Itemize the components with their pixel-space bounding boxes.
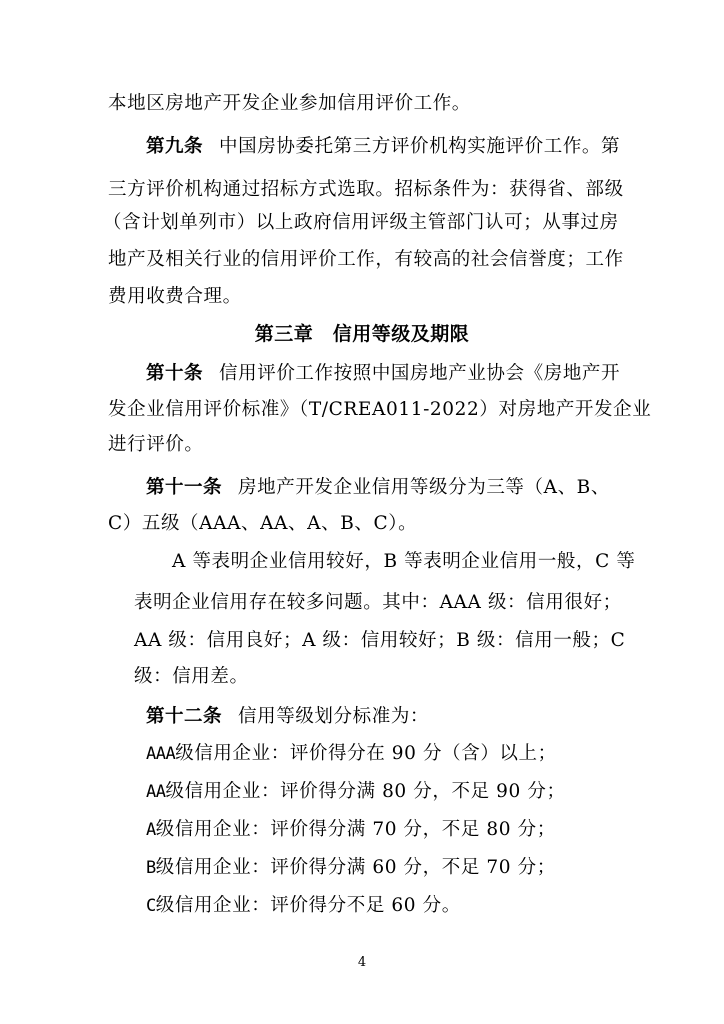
article-12-heading: 第十二条 [146, 706, 223, 727]
article-9-line-2 [108, 178, 624, 202]
rating-text: 级信用企业：评价得分不足 60 分。 [155, 895, 461, 916]
article-9-heading: 第九条 [146, 136, 204, 157]
text-line: （含计划单列市）以上政府信用评级主管部门认可；从事过房 [103, 212, 619, 233]
rating-text: 级信用企业：评价得分满 60 分，不足 70 分； [155, 857, 556, 878]
rating-code: B [146, 858, 156, 878]
article-11-line-1 [146, 476, 610, 500]
rating-rule-aa [146, 780, 566, 804]
article-11-line-4 [134, 591, 622, 615]
text-line: 中国房协委托第三方评价机构实施评价工作。第 [219, 136, 621, 157]
article-9-line-1 [146, 135, 620, 159]
text-line: 信用等级划分标准为： [238, 706, 430, 727]
text-line: 级：信用差。 [134, 666, 249, 687]
article-11-heading: 第十一条 [146, 477, 223, 498]
article-10-line-3 [108, 433, 204, 457]
rating-code: A [146, 820, 156, 840]
article-12-line-1 [146, 705, 429, 729]
text-line: A 等表明企业信用较好，B 等表明企业信用一般，C 等 [172, 551, 636, 572]
text-line: 信用评价工作按照中国房地产业协会《房地产开 [219, 363, 621, 384]
article-9-line-3 [103, 211, 619, 235]
article-11-line-3 [172, 550, 635, 574]
rating-rule-c [146, 894, 461, 918]
rating-text: 级信用企业：评价得分满 80 分，不足 90 分； [165, 781, 566, 802]
text-line: 本地区房地产开发企业参加信用评价工作。 [108, 93, 471, 114]
text-line: C）五级（AAA、AA、A、B、C）。 [108, 513, 418, 534]
text-line: 进行评价。 [108, 434, 204, 455]
rating-rule-b [146, 856, 556, 880]
rating-text: 级信用企业：评价得分在 90 分（含）以上； [175, 743, 557, 764]
article-11-line-6 [134, 665, 249, 689]
rating-code: C [146, 896, 156, 916]
text-line: 表明企业信用存在较多问题。其中：AAA 级：信用很好； [134, 592, 622, 613]
rating-rule-aaa [146, 742, 557, 766]
text-line: 三方评价机构通过招标方式选取。招标条件为：获得省、部级 [108, 179, 624, 200]
article-11-line-2 [108, 512, 417, 536]
rating-text: 级信用企业：评价得分满 70 分，不足 80 分； [155, 819, 556, 840]
text-line: 发企业信用评价标准》（T/CREA011-2022）对房地产开发企业 [108, 399, 652, 420]
text-line: 房地产开发企业信用等级分为三等（A、B、 [238, 477, 610, 498]
article-10-line-2 [108, 398, 651, 422]
article-10-heading: 第十条 [146, 363, 204, 384]
article-11-line-5 [134, 629, 625, 653]
rating-code: AA [146, 782, 166, 802]
article-9-line-4 [108, 248, 624, 272]
article-9-line-5 [108, 285, 242, 309]
article-10-line-1 [146, 362, 620, 386]
rating-code: AAA [146, 744, 176, 764]
text-line: 地产及相关行业的信用评价工作，有较高的社会信誉度；工作 [108, 249, 624, 270]
page-number: 4 [357, 955, 367, 970]
text-line: AA 级：信用良好；A 级：信用较好；B 级：信用一般；C [134, 630, 626, 651]
chapter-3-heading: 第三章 信用等级及期限 [254, 323, 470, 345]
text-line: 费用收费合理。 [108, 286, 242, 307]
paragraph-line [108, 92, 471, 116]
rating-rule-a [146, 818, 556, 842]
